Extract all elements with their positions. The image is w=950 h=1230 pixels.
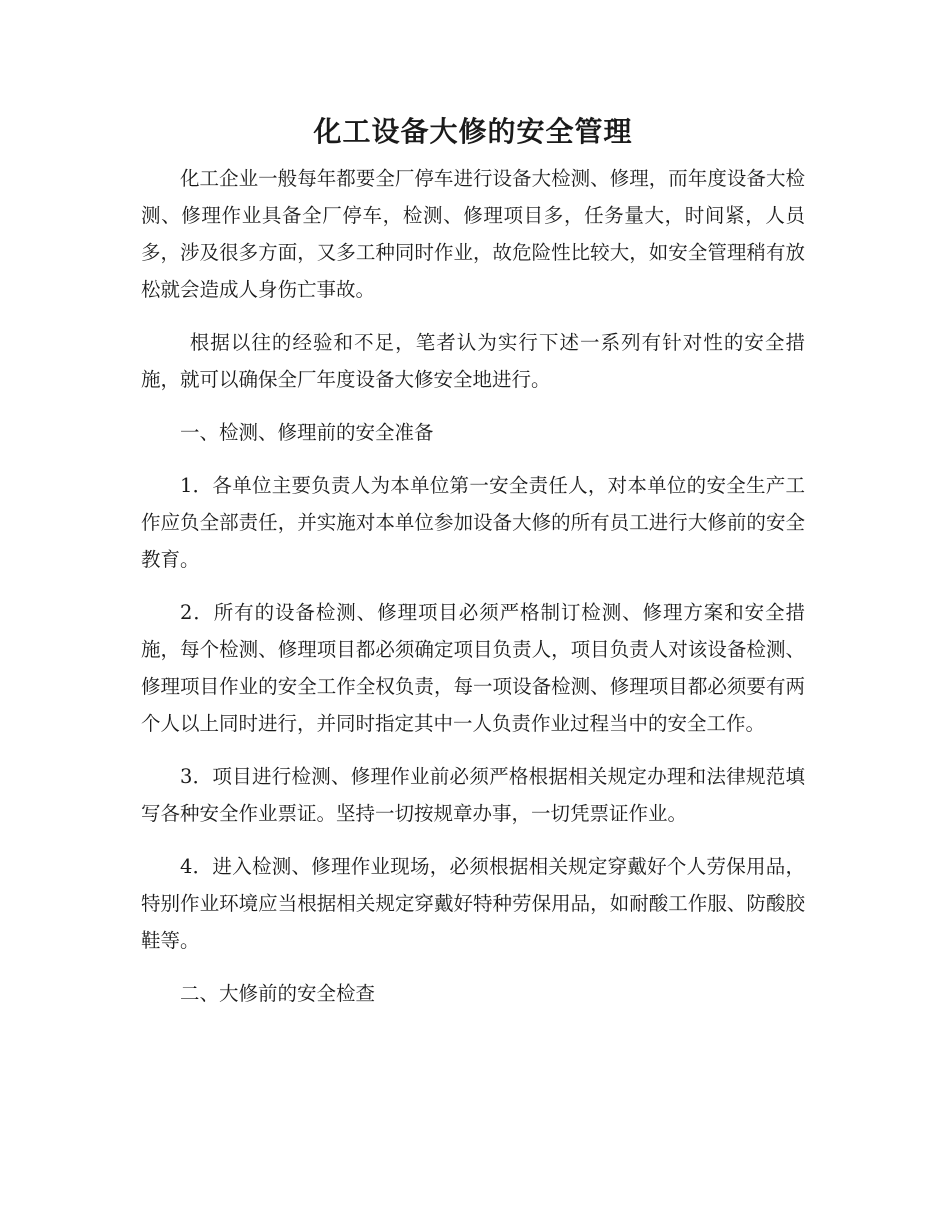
section-1-item-3: 3．项目进行检测、修理作业前必须严格根据相关规定办理和法律规范填写各种安全作业票证。坚持一切按规章办事，一切凭票证作业。 bbox=[141, 765, 805, 825]
intro-paragraph-2: 根据以往的经验和不足，笔者认为实行下述一系列有针对性的安全措施，就可以确保全厂年度设备大修安全地进行。 bbox=[141, 331, 805, 391]
section-1-item-4: 4．进入检测、修理作业现场，必须根据相关规定穿戴好个人劳保用品，特别作业环境应当根据相关规定穿戴好特种劳保用品，如耐酸工作服、防酸胶鞋等。 bbox=[141, 855, 805, 952]
section-1-heading: 一、检测、修理前的安全准备 bbox=[180, 421, 434, 444]
section-1-item-1: 1．各单位主要负责人为本单位第一安全责任人，对本单位的安全生产工作应负全部责任，并实施对本单位参加设备大修的所有员工进行大修前的安全教育。 bbox=[141, 474, 805, 571]
intro-paragraph-1: 化工企业一般每年都要全厂停车进行设备大检测、修理，而年度设备大检测、修理作业具备全厂停车，检测、修理项目多，任务量大，时间紧，人员多，涉及很多方面，又多工种同时作业，故危险性比较大，如安全管理稍有放松就会造成人身伤亡事故。 bbox=[141, 167, 805, 301]
section-2-heading: 二、大修前的安全检查 bbox=[180, 982, 376, 1005]
document-title: 化工设备大修的安全管理 bbox=[313, 115, 633, 148]
section-1-item-2: 2．所有的设备检测、修理项目必须严格制订检测、修理方案和安全措施，每个检测、修理项目都必须确定项目负责人，项目负责人对该设备检测、修理项目作业的安全工作全权负责，每一项设备检测、修理项目都必须要有两个人以上同时进行，并同时指定其中一人负责作业过程当中的安全工作。 bbox=[141, 601, 805, 735]
